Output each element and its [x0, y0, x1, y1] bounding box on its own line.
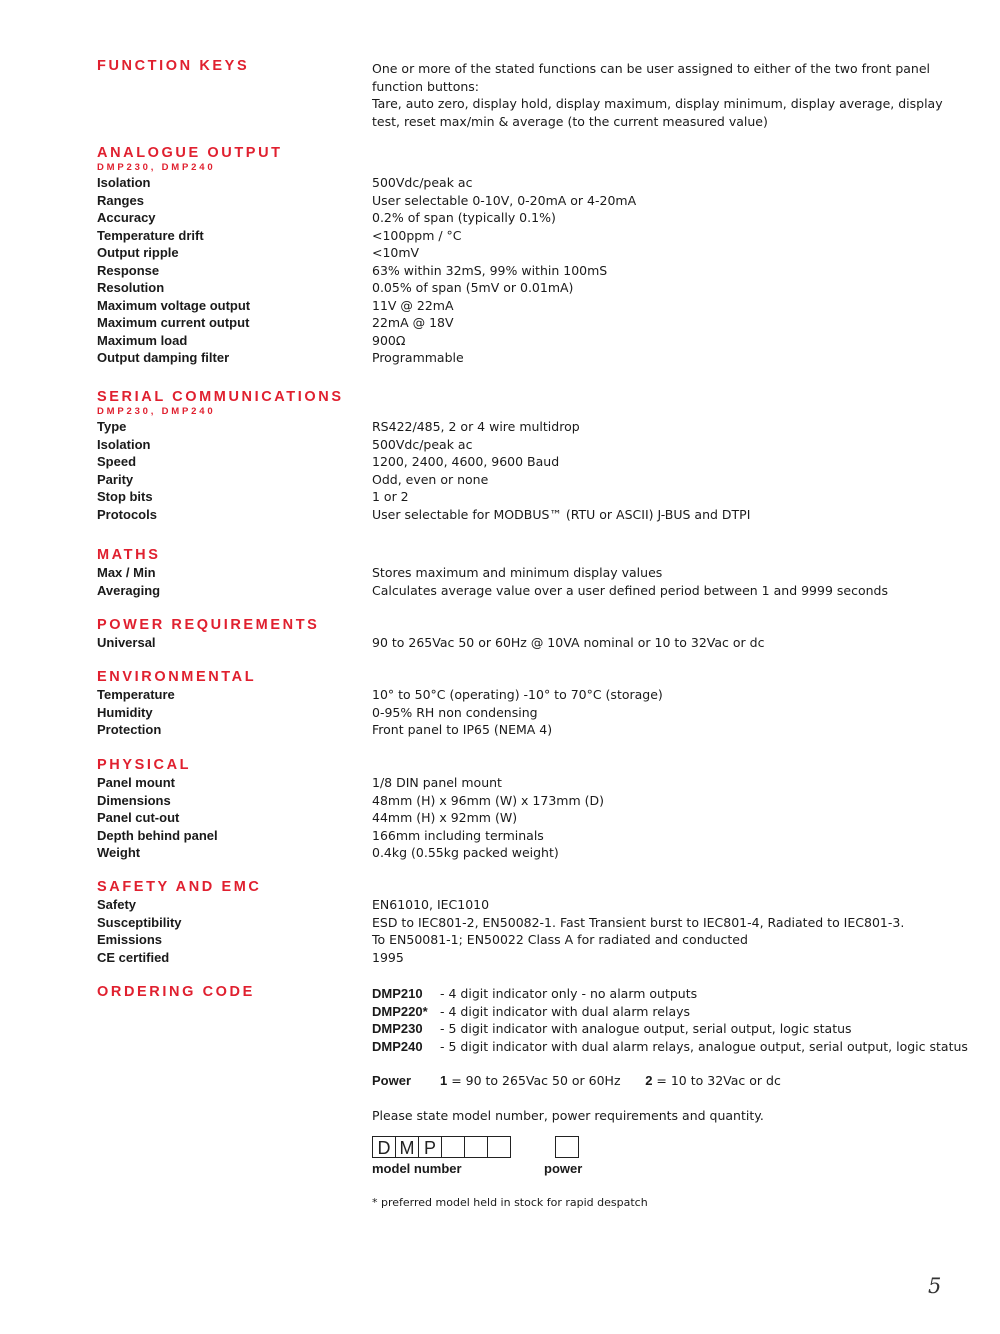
spec-label: Protocols	[97, 506, 157, 522]
spec-label: Panel mount	[97, 775, 176, 790]
model-box-letter: M	[395, 1136, 419, 1158]
spec-row	[97, 209, 957, 227]
ordering-code-details	[372, 985, 972, 1124]
spec-value: 10° to 50°C (operating) -10° to 70°C (storage)	[372, 687, 663, 702]
spec-label: Emissions	[97, 932, 163, 947]
spec-value: <10mV	[372, 245, 420, 260]
spec-label: Maximum load	[97, 332, 188, 348]
model-code: DMP220*	[372, 1003, 428, 1019]
spec-row	[97, 314, 957, 332]
ordering-code-section	[97, 984, 357, 1001]
model-description: - 4 digit indicator with dual alarm relays	[440, 1003, 691, 1019]
spec-value: ESD to IEC801-2, EN50082-1. Fast Transient burst to IEC801-4, Radiated to IEC801-3.	[372, 914, 905, 930]
model-description: - 5 digit indicator with analogue output, serial output, logic status	[440, 1021, 852, 1036]
spec-value: Calculates average value over a user defined period between 1 and 9999 seconds	[372, 582, 888, 598]
spec-row	[97, 792, 957, 810]
spec-value: RS422/485, 2 or 4 wire multidrop	[372, 419, 580, 434]
spec-row	[97, 914, 957, 932]
spec-value: User selectable for MODBUS™ (RTU or ASCII) J-BUS and DTPI	[372, 506, 751, 522]
spec-row	[97, 244, 957, 262]
model-option	[372, 1003, 972, 1021]
spec-label: Universal	[97, 635, 156, 650]
spec-label: Speed	[97, 454, 137, 469]
spec-row	[97, 332, 957, 350]
spec-row	[97, 297, 957, 315]
spec-value: 44mm (H) x 92mm (W)	[372, 810, 518, 825]
spec-label: Output ripple	[97, 245, 179, 260]
spec-row	[97, 931, 957, 949]
model-option	[372, 1038, 972, 1056]
function-keys-description	[372, 60, 943, 130]
power-option-2-number: 2	[645, 1073, 653, 1088]
spec-value: 1995	[372, 949, 404, 965]
spec-value: 22mA @ 18V	[372, 315, 454, 330]
environmental-section	[97, 669, 957, 739]
power-box-empty[interactable]	[555, 1136, 579, 1158]
spec-value: Front panel to IP65 (NEMA 4)	[372, 722, 553, 737]
power-requirements-section	[97, 617, 957, 652]
text-line: Tare, auto zero, display hold, display maximum, display minimum, display average, display	[372, 96, 943, 111]
spec-label: Max / Min	[97, 565, 156, 580]
model-box-empty[interactable]	[464, 1136, 488, 1158]
spec-row	[97, 279, 957, 297]
model-description: - 4 digit indicator only - no alarm outputs	[440, 986, 698, 1001]
spec-row	[97, 418, 957, 436]
spec-value: 900Ω	[372, 332, 406, 348]
spec-value: 500Vdc/peak ac	[372, 175, 473, 190]
spec-value: 11V @ 22mA	[372, 297, 454, 313]
model-code: DMP230	[372, 1021, 423, 1036]
spec-row	[97, 227, 957, 245]
spec-label: Temperature drift	[97, 227, 204, 243]
spec-label: Isolation	[97, 436, 151, 452]
spec-value: 166mm including terminals	[372, 827, 544, 843]
spec-label: Response	[97, 262, 160, 278]
spec-value: 0.2% of span (typically 0.1%)	[372, 210, 556, 225]
spec-row	[97, 896, 957, 914]
spec-row	[97, 471, 957, 489]
spec-label: CE certified	[97, 949, 170, 965]
power-option-2-text: = 10 to 32Vac or dc	[656, 1073, 781, 1088]
spec-value: 1/8 DIN panel mount	[372, 775, 502, 790]
spec-value: Stores maximum and minimum display values	[372, 565, 663, 580]
section-title: SERIAL COMMUNICATIONS	[97, 389, 344, 405]
spec-row	[97, 506, 957, 524]
text-line: One or more of the stated functions can be user assigned to either of the two front panel	[372, 61, 931, 76]
spec-row	[97, 844, 957, 862]
spec-row	[97, 192, 957, 210]
spec-row	[97, 564, 957, 582]
spec-row	[97, 809, 957, 827]
spec-row	[97, 774, 957, 792]
model-option	[372, 1020, 972, 1038]
text-line: test, reset max/min & average (to the current measured value)	[372, 113, 768, 129]
model-box-empty[interactable]	[487, 1136, 511, 1158]
spec-label: Parity	[97, 471, 134, 487]
spec-label: Output damping filter	[97, 350, 230, 365]
spec-value: 1200, 2400, 4600, 9600 Baud	[372, 454, 560, 469]
spec-label: Accuracy	[97, 210, 156, 225]
spec-label: Depth behind panel	[97, 827, 218, 843]
power-box-label: power	[544, 1161, 583, 1176]
spec-row	[97, 686, 957, 704]
model-box-letter: D	[372, 1136, 396, 1158]
spec-label: Weight	[97, 845, 141, 860]
spec-row	[97, 634, 957, 652]
section-subtitle: DMP230, DMP240	[97, 406, 216, 417]
section-title: ANALOGUE OUTPUT	[97, 145, 283, 161]
spec-row	[97, 488, 957, 506]
spec-label: Isolation	[97, 175, 151, 190]
footnote: * preferred model held in stock for rapid despatch	[372, 1196, 648, 1209]
spec-row	[97, 582, 957, 600]
spec-label: Humidity	[97, 704, 153, 720]
text-line: function buttons:	[372, 78, 479, 94]
safety-emc-section	[97, 879, 957, 966]
model-code: DMP240	[372, 1038, 423, 1054]
spec-row	[97, 349, 957, 367]
spec-value: 0.4kg (0.55kg packed weight)	[372, 845, 559, 860]
spec-row	[97, 704, 957, 722]
section-title: SAFETY AND EMC	[97, 879, 262, 895]
model-code: DMP210	[372, 986, 423, 1001]
spec-value: 0-95% RH non condensing	[372, 704, 538, 720]
spec-value: User selectable 0-10V, 0-20mA or 4-20mA	[372, 192, 637, 208]
power-options	[372, 1072, 972, 1090]
spec-value: Odd, even or none	[372, 471, 489, 487]
spec-label: Ranges	[97, 192, 144, 208]
section-title: ENVIRONMENTAL	[97, 669, 257, 685]
spec-value: 500Vdc/peak ac	[372, 436, 473, 452]
serial-communications-section	[97, 389, 957, 523]
spec-label: Averaging	[97, 582, 161, 598]
spec-row	[97, 453, 957, 471]
spec-value: 0.05% of span (5mV or 0.01mA)	[372, 280, 574, 295]
spec-label: Safety	[97, 897, 137, 912]
spec-row	[97, 262, 957, 280]
spec-row	[97, 721, 957, 739]
section-title: POWER REQUIREMENTS	[97, 617, 320, 633]
spec-value: 90 to 265Vac 50 or 60Hz @ 10VA nominal or 10 to 32Vac or dc	[372, 635, 765, 650]
power-option-1-text: = 90 to 265Vac 50 or 60Hz	[451, 1073, 621, 1088]
analogue-output-section	[97, 145, 957, 367]
spec-label: Resolution	[97, 280, 165, 295]
order-instruction: Please state model number, power requirements and quantity.	[372, 1107, 764, 1123]
section-title: MATHS	[97, 547, 161, 563]
spec-label: Panel cut-out	[97, 810, 180, 825]
model-description: - 5 digit indicator with dual alarm relays, analogue output, serial output, logic status	[440, 1038, 968, 1054]
model-number-label: model number	[372, 1161, 462, 1176]
spec-value: EN61010, IEC1010	[372, 897, 490, 912]
spec-row	[97, 174, 957, 192]
section-title: ORDERING CODE	[97, 984, 255, 1000]
maths-section	[97, 547, 957, 599]
spec-row	[97, 949, 957, 967]
power-label: Power	[372, 1073, 412, 1088]
spec-label: Maximum current output	[97, 315, 250, 330]
spec-value: To EN50081-1; EN50022 Class A for radiated and conducted	[372, 932, 748, 947]
model-box-letter: P	[418, 1136, 442, 1158]
section-title: PHYSICAL	[97, 757, 192, 773]
spec-value: 63% within 32mS, 99% within 100mS	[372, 262, 608, 278]
spec-label: Stop bits	[97, 489, 153, 504]
model-option	[372, 985, 972, 1003]
section-subtitle: DMP230, DMP240	[97, 162, 216, 173]
spec-value: <100ppm / °C	[372, 227, 462, 243]
spec-label: Type	[97, 419, 127, 434]
spec-value: 1 or 2	[372, 489, 409, 504]
spec-label: Dimensions	[97, 792, 171, 808]
spec-value: 48mm (H) x 96mm (W) x 173mm (D)	[372, 792, 604, 808]
spec-value: Programmable	[372, 350, 464, 365]
spec-label: Temperature	[97, 687, 175, 702]
section-title: FUNCTION KEYS	[97, 58, 250, 74]
spec-row	[97, 827, 957, 845]
spec-label: Susceptibility	[97, 914, 182, 930]
spec-row	[97, 436, 957, 454]
model-box-empty[interactable]	[441, 1136, 465, 1158]
page-number: 5	[928, 1274, 942, 1298]
physical-section	[97, 757, 957, 862]
spec-label: Maximum voltage output	[97, 297, 251, 313]
power-option-1-number: 1	[439, 1073, 448, 1088]
spec-label: Protection	[97, 722, 162, 737]
